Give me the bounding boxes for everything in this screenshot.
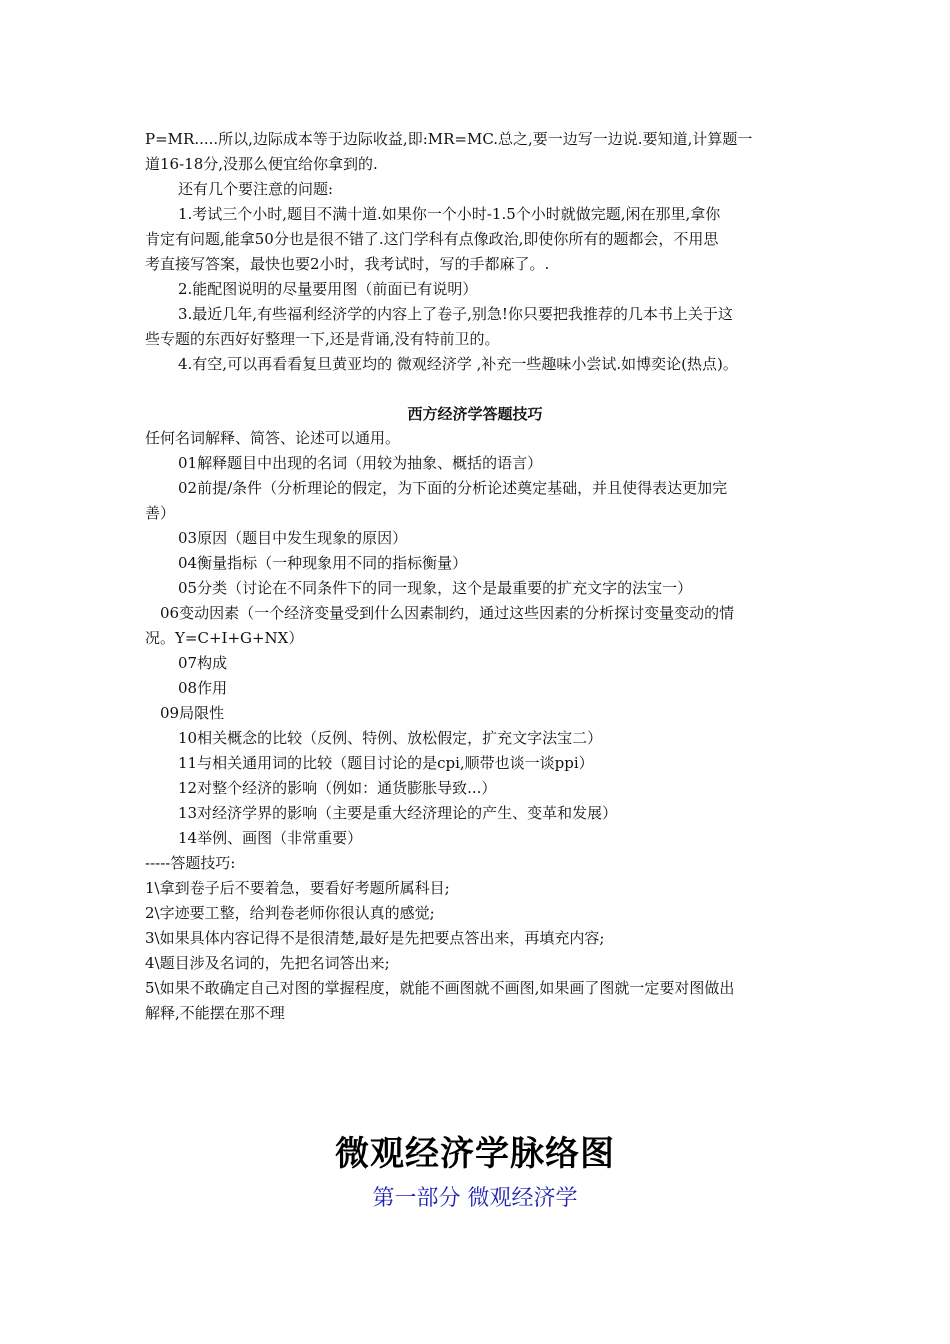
intro-line-6: 考直接写答案，最快也要2小时，我考试时，写的手都麻了。. xyxy=(145,255,550,273)
intro-line-9: 些专题的东西好好整理一下,还是背诵,没有特前卫的。 xyxy=(145,330,500,348)
section-line-12: 09局限性 xyxy=(160,704,225,722)
intro-line-2: 道16-18分,没那么便宜给你拿到的. xyxy=(145,155,378,173)
section-line-2: 01解释题目中出现的名词（用较为抽象、概括的语言） xyxy=(178,454,543,472)
intro-line-5: 肯定有问题,能拿50分也是很不错了.这门学科有点像政治,即使你所有的题都会，不用思 xyxy=(145,230,719,248)
part-heading: 第一部分 微观经济学 xyxy=(372,1186,578,1211)
section-line-9: 况。Y=C+I+G+NX） xyxy=(145,629,304,647)
intro-line-8: 3.最近几年,有些福利经济学的内容上了卷子,别急!你只要把我推荐的几本书上关于这 xyxy=(178,305,733,323)
section-line-13: 10相关概念的比较（反例、特例、放松假定，扩充文字法宝二） xyxy=(178,729,603,747)
section-line-20: 2\字迹要工整，给判卷老师你很认真的感觉; xyxy=(145,904,435,922)
intro-line-3: 还有几个要注意的问题: xyxy=(178,180,334,198)
intro-line-1: P=MR.....所以,边际成本等于边际收益,即:MR=MC.总之,要一边写一边说.要知道,计算题一 xyxy=(145,130,753,148)
intro-line-10: 4.有空,可以再看看复旦黄亚均的 微观经济学 ,补充一些趣味小尝试.如博奕论(热点)。 xyxy=(178,355,738,373)
section-line-14: 11与相关通用词的比较（题目讨论的是cpi,顺带也谈一谈ppi） xyxy=(178,754,594,772)
section-line-3: 02前提/条件（分析理论的假定，为下面的分析论述奠定基础，并且使得表达更加完 xyxy=(178,479,728,497)
section-line-21: 3\如果具体内容记得不是很清楚,最好是先把要点答出来，再填充内容; xyxy=(145,929,605,947)
section-line-24: 解释,不能摆在那不理 xyxy=(145,1004,285,1022)
section-line-15: 12对整个经济的影响（例如：通货膨胀导致...） xyxy=(178,779,497,797)
main-heading: 微观经济学脉络图 xyxy=(335,1134,615,1174)
section-title: 西方经济学答题技巧 xyxy=(407,405,543,423)
section-line-23: 5\如果不敢确定自己对图的掌握程度，就能不画图就不画图,如果画了图就一定要对图做出 xyxy=(145,979,735,997)
section-line-4: 善） xyxy=(145,504,176,522)
section-line-6: 04衡量指标（一种现象用不同的指标衡量） xyxy=(178,554,468,572)
section-line-22: 4\题目涉及名词的，先把名词答出来; xyxy=(145,954,390,972)
section-line-1: 任何名词解释、简答、论述可以通用。 xyxy=(145,429,401,447)
intro-line-7: 2.能配图说明的尽量要用图（前面已有说明） xyxy=(178,280,478,298)
section-line-11: 08作用 xyxy=(178,679,228,697)
section-line-7: 05分类（讨论在不同条件下的同一现象，这个是最重要的扩充文字的法宝一） xyxy=(178,579,693,597)
section-line-8: 06变动因素（一个经济变量受到什么因素制约，通过这些因素的分析探讨变量变动的情 xyxy=(160,604,735,622)
section-line-16: 13对经济学界的影响（主要是重大经济理论的产生、变革和发展） xyxy=(178,804,618,822)
section-line-17: 14举例、画图（非常重要） xyxy=(178,829,363,847)
section-line-10: 07构成 xyxy=(178,654,228,672)
intro-line-4: 1.考试三个小时,题目不满十道.如果你一个小时-1.5个小时就做完题,闲在那里,拿你 xyxy=(178,205,721,223)
section-line-18: -----答题技巧: xyxy=(145,854,236,872)
section-line-5: 03原因（题目中发生现象的原因） xyxy=(178,529,408,547)
section-line-19: 1\拿到卷子后不要着急，要看好考题所属科目; xyxy=(145,879,450,897)
